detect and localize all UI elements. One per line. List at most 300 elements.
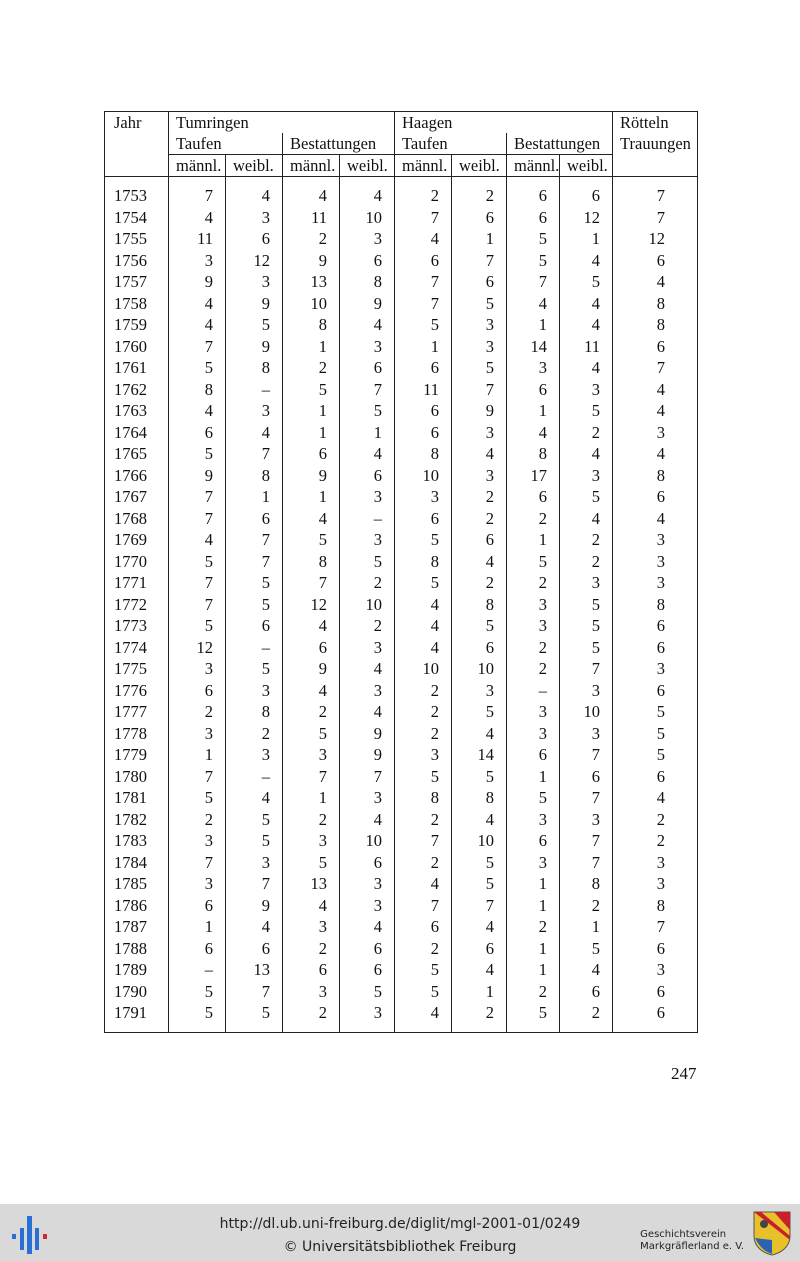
value-cell: 7 bbox=[395, 830, 452, 852]
value-cell: 5 bbox=[169, 551, 226, 573]
value-cell: 8 bbox=[395, 551, 452, 573]
value-cell: 5 bbox=[169, 1002, 226, 1024]
value-cell: 5 bbox=[169, 981, 226, 1003]
value-cell: 12 bbox=[169, 637, 226, 659]
value-cell: 6 bbox=[340, 959, 395, 981]
value-cell: 1 bbox=[507, 400, 560, 422]
value-cell: 3 bbox=[613, 422, 698, 444]
year-cell: 1770 bbox=[114, 551, 147, 571]
value-cell: 7 bbox=[395, 293, 452, 315]
value-cell: 11 bbox=[560, 336, 613, 358]
value-cell: 7 bbox=[169, 594, 226, 616]
year-cell: 1773 bbox=[114, 616, 147, 635]
value-cell: 4 bbox=[283, 185, 340, 207]
value-cell: 10 bbox=[452, 658, 507, 680]
value-cell: 3 bbox=[507, 701, 560, 723]
value-cell: 2 bbox=[283, 809, 340, 831]
value-cell: 6 bbox=[613, 938, 698, 960]
year-cell: 1781 bbox=[114, 788, 147, 807]
value-cell: 3 bbox=[452, 465, 507, 487]
value-cell: 3 bbox=[340, 680, 395, 702]
value-cell: 3 bbox=[507, 594, 560, 616]
value-cell: 9 bbox=[340, 744, 395, 766]
value-cell: 5 bbox=[452, 766, 507, 788]
value-cell: 7 bbox=[395, 271, 452, 293]
value-cell: 7 bbox=[169, 508, 226, 530]
value-cell: – bbox=[340, 508, 395, 530]
year-cell: 1757 bbox=[114, 272, 147, 291]
value-cell: 4 bbox=[340, 443, 395, 465]
value-cell: 7 bbox=[226, 443, 283, 465]
value-cell: 3 bbox=[507, 615, 560, 637]
value-cell: 3 bbox=[340, 1002, 395, 1024]
table-row bbox=[105, 852, 698, 874]
table-row bbox=[105, 594, 698, 616]
value-cell: 5 bbox=[560, 400, 613, 422]
value-cell: 4 bbox=[169, 314, 226, 336]
value-cell: 3 bbox=[613, 572, 698, 594]
value-cell: 3 bbox=[283, 981, 340, 1003]
value-cell: 6 bbox=[507, 185, 560, 207]
value-cell: 3 bbox=[283, 744, 340, 766]
table-row bbox=[105, 981, 698, 1003]
value-cell: 2 bbox=[340, 615, 395, 637]
value-cell: 3 bbox=[560, 680, 613, 702]
value-cell: 4 bbox=[169, 207, 226, 229]
value-cell: 4 bbox=[452, 916, 507, 938]
header-roetteln: Rötteln bbox=[613, 112, 698, 134]
value-cell: 10 bbox=[340, 207, 395, 229]
value-cell: 1 bbox=[395, 336, 452, 358]
header-tumringen-bestattungen-maennl: männl. bbox=[283, 155, 340, 177]
table-row bbox=[105, 400, 698, 422]
value-cell: 6 bbox=[613, 766, 698, 788]
year-cell: 1778 bbox=[114, 723, 147, 743]
value-cell: 3 bbox=[169, 830, 226, 852]
value-cell: 12 bbox=[560, 207, 613, 229]
value-cell: 7 bbox=[395, 895, 452, 917]
value-cell: 5 bbox=[452, 293, 507, 315]
value-cell: 5 bbox=[283, 852, 340, 874]
year-cell: 1787 bbox=[114, 917, 147, 936]
value-cell: 1 bbox=[283, 486, 340, 508]
value-cell: 7 bbox=[613, 916, 698, 938]
value-cell: 4 bbox=[507, 422, 560, 444]
table-row bbox=[105, 185, 698, 207]
value-cell: 5 bbox=[226, 572, 283, 594]
value-cell: 10 bbox=[340, 830, 395, 852]
value-cell: 9 bbox=[452, 400, 507, 422]
table-row bbox=[105, 228, 698, 250]
value-cell: 2 bbox=[507, 916, 560, 938]
value-cell: 5 bbox=[613, 723, 698, 745]
value-cell: 3 bbox=[507, 809, 560, 831]
header-haagen-bestattungen-maennl: männl. bbox=[507, 155, 560, 177]
value-cell: 7 bbox=[395, 207, 452, 229]
value-cell: 11 bbox=[169, 228, 226, 250]
value-cell: 5 bbox=[169, 615, 226, 637]
header-tumringen: Tumringen bbox=[169, 112, 395, 134]
verein-name-line-1: Geschichtsverein bbox=[640, 1229, 727, 1240]
footer-copyright: © Universitätsbibliothek Freiburg bbox=[283, 1239, 517, 1255]
value-cell: 7 bbox=[613, 185, 698, 207]
value-cell: 10 bbox=[395, 465, 452, 487]
value-cell: 9 bbox=[340, 293, 395, 315]
value-cell: 9 bbox=[283, 465, 340, 487]
value-cell: 4 bbox=[560, 314, 613, 336]
value-cell: – bbox=[169, 959, 226, 981]
value-cell: 7 bbox=[613, 207, 698, 229]
value-cell: 6 bbox=[340, 465, 395, 487]
value-cell: 8 bbox=[613, 594, 698, 616]
value-cell: 5 bbox=[560, 594, 613, 616]
value-cell: 3 bbox=[560, 723, 613, 745]
value-cell: 9 bbox=[226, 336, 283, 358]
value-cell: 2 bbox=[507, 658, 560, 680]
year-cell: 1761 bbox=[114, 358, 147, 377]
value-cell: 7 bbox=[169, 852, 226, 874]
table-row bbox=[105, 443, 698, 465]
value-cell: 3 bbox=[452, 336, 507, 358]
value-cell: 4 bbox=[226, 185, 283, 207]
value-cell: 4 bbox=[560, 443, 613, 465]
year-cell: 1782 bbox=[114, 809, 147, 829]
value-cell: 8 bbox=[283, 551, 340, 573]
value-cell: 13 bbox=[283, 873, 340, 895]
value-cell: 2 bbox=[283, 1002, 340, 1024]
value-cell: 4 bbox=[340, 701, 395, 723]
value-cell: 6 bbox=[452, 637, 507, 659]
value-cell: 8 bbox=[226, 357, 283, 379]
value-cell: 2 bbox=[507, 981, 560, 1003]
value-cell: 4 bbox=[613, 508, 698, 530]
value-cell: 2 bbox=[613, 830, 698, 852]
value-cell: 6 bbox=[340, 852, 395, 874]
value-cell: 4 bbox=[452, 959, 507, 981]
value-cell: 4 bbox=[395, 228, 452, 250]
value-cell: 5 bbox=[613, 744, 698, 766]
value-cell: 2 bbox=[560, 1002, 613, 1024]
value-cell: 6 bbox=[283, 959, 340, 981]
value-cell: 5 bbox=[340, 981, 395, 1003]
value-cell: 8 bbox=[226, 465, 283, 487]
value-cell: 5 bbox=[452, 615, 507, 637]
value-cell: 6 bbox=[560, 981, 613, 1003]
value-cell: 1 bbox=[507, 959, 560, 981]
value-cell: 4 bbox=[560, 357, 613, 379]
value-cell: 5 bbox=[560, 271, 613, 293]
value-cell: 1 bbox=[169, 744, 226, 766]
footer-url-link[interactable]: http://dl.ub.uni-freiburg.de/diglit/mgl-2001-01/0249 bbox=[219, 1216, 581, 1232]
value-cell: 3 bbox=[283, 916, 340, 938]
table-row bbox=[105, 293, 698, 315]
value-cell: 12 bbox=[226, 250, 283, 272]
value-cell: 3 bbox=[613, 551, 698, 573]
value-cell: 8 bbox=[560, 873, 613, 895]
value-cell: 5 bbox=[226, 314, 283, 336]
value-cell: 3 bbox=[507, 852, 560, 874]
value-cell: 7 bbox=[452, 379, 507, 401]
value-cell: 7 bbox=[169, 766, 226, 788]
value-cell: 4 bbox=[395, 615, 452, 637]
value-cell: 3 bbox=[507, 723, 560, 745]
value-cell: 6 bbox=[507, 207, 560, 229]
value-cell: 4 bbox=[452, 723, 507, 745]
value-cell: 4 bbox=[169, 293, 226, 315]
value-cell: 6 bbox=[613, 250, 698, 272]
value-cell: 2 bbox=[395, 680, 452, 702]
table-row bbox=[105, 615, 698, 637]
table-row bbox=[105, 873, 698, 895]
value-cell: 4 bbox=[452, 551, 507, 573]
value-cell: 5 bbox=[226, 594, 283, 616]
value-cell: 6 bbox=[613, 615, 698, 637]
value-cell: 1 bbox=[452, 228, 507, 250]
value-cell: 1 bbox=[283, 400, 340, 422]
table-row bbox=[105, 959, 698, 981]
year-cell: 1758 bbox=[114, 293, 147, 313]
value-cell: 4 bbox=[226, 787, 283, 809]
value-cell: 5 bbox=[507, 228, 560, 250]
value-cell: 2 bbox=[452, 572, 507, 594]
table-row bbox=[105, 207, 698, 229]
value-cell: 4 bbox=[169, 529, 226, 551]
value-cell: 3 bbox=[169, 250, 226, 272]
value-cell: 10 bbox=[560, 701, 613, 723]
value-cell: 5 bbox=[395, 529, 452, 551]
value-cell: 4 bbox=[613, 271, 698, 293]
value-cell: 2 bbox=[340, 572, 395, 594]
value-cell: 5 bbox=[452, 701, 507, 723]
year-cell: 1789 bbox=[114, 960, 147, 979]
value-cell: 6 bbox=[340, 357, 395, 379]
value-cell: 6 bbox=[395, 422, 452, 444]
value-cell: 6 bbox=[613, 680, 698, 702]
value-cell: 1 bbox=[507, 314, 560, 336]
value-cell: 1 bbox=[283, 422, 340, 444]
value-cell: 7 bbox=[560, 830, 613, 852]
value-cell: 7 bbox=[226, 981, 283, 1003]
value-cell: 7 bbox=[452, 250, 507, 272]
table-row bbox=[105, 486, 698, 508]
value-cell: 6 bbox=[452, 938, 507, 960]
value-cell: 2 bbox=[395, 701, 452, 723]
value-cell: 8 bbox=[283, 314, 340, 336]
value-cell: 3 bbox=[613, 852, 698, 874]
value-cell: 7 bbox=[560, 658, 613, 680]
value-cell: 2 bbox=[560, 422, 613, 444]
value-cell: 2 bbox=[283, 938, 340, 960]
value-cell: 4 bbox=[340, 916, 395, 938]
value-cell: 2 bbox=[560, 529, 613, 551]
value-cell: 2 bbox=[169, 809, 226, 831]
year-cell: 1774 bbox=[114, 637, 147, 657]
year-cell: 1765 bbox=[114, 444, 147, 463]
value-cell: 7 bbox=[613, 357, 698, 379]
year-cell: 1766 bbox=[114, 465, 147, 485]
value-cell: 6 bbox=[226, 615, 283, 637]
value-cell: 5 bbox=[395, 981, 452, 1003]
value-cell: 5 bbox=[283, 379, 340, 401]
value-cell: 4 bbox=[395, 873, 452, 895]
header-tumringen-taufen-weibl: weibl. bbox=[226, 155, 283, 177]
value-cell: 4 bbox=[283, 895, 340, 917]
value-cell: 1 bbox=[507, 938, 560, 960]
value-cell: 3 bbox=[613, 959, 698, 981]
value-cell: 6 bbox=[226, 938, 283, 960]
value-cell: 3 bbox=[169, 658, 226, 680]
value-cell: 7 bbox=[507, 271, 560, 293]
footer-bar bbox=[0, 1204, 800, 1261]
value-cell: 9 bbox=[340, 723, 395, 745]
value-cell: 6 bbox=[283, 443, 340, 465]
value-cell: 7 bbox=[283, 572, 340, 594]
value-cell: 5 bbox=[226, 830, 283, 852]
table-row bbox=[105, 809, 698, 831]
table-row bbox=[105, 379, 698, 401]
year-cell: 1785 bbox=[114, 874, 147, 893]
table-row bbox=[105, 637, 698, 659]
value-cell: 4 bbox=[340, 658, 395, 680]
value-cell: 2 bbox=[452, 508, 507, 530]
value-cell: 5 bbox=[395, 314, 452, 336]
value-cell: 3 bbox=[613, 529, 698, 551]
table-row bbox=[105, 551, 698, 573]
value-cell: 3 bbox=[226, 271, 283, 293]
value-cell: 4 bbox=[560, 959, 613, 981]
table-row bbox=[105, 723, 698, 745]
value-cell: 5 bbox=[395, 766, 452, 788]
table-row bbox=[105, 938, 698, 960]
value-cell: 8 bbox=[613, 314, 698, 336]
value-cell: 8 bbox=[613, 293, 698, 315]
value-cell: 6 bbox=[395, 250, 452, 272]
value-cell: 6 bbox=[226, 508, 283, 530]
value-cell: 4 bbox=[283, 615, 340, 637]
value-cell: 4 bbox=[452, 809, 507, 831]
year-cell: 1791 bbox=[114, 1003, 147, 1022]
value-cell: 6 bbox=[395, 357, 452, 379]
value-cell: 10 bbox=[452, 830, 507, 852]
value-cell: 5 bbox=[340, 551, 395, 573]
value-cell: 2 bbox=[283, 228, 340, 250]
value-cell: 6 bbox=[560, 185, 613, 207]
value-cell: 4 bbox=[613, 400, 698, 422]
value-cell: 4 bbox=[613, 379, 698, 401]
value-cell: 8 bbox=[169, 379, 226, 401]
table-body bbox=[105, 185, 698, 1024]
header-haagen-taufen: Taufen bbox=[395, 133, 507, 155]
value-cell: 6 bbox=[613, 1002, 698, 1024]
value-cell: 5 bbox=[395, 572, 452, 594]
value-cell: 8 bbox=[226, 701, 283, 723]
value-cell: 7 bbox=[560, 787, 613, 809]
value-cell: 6 bbox=[169, 422, 226, 444]
year-cell: 1768 bbox=[114, 508, 147, 528]
header-trauungen: Trauungen bbox=[613, 133, 698, 155]
value-cell: 4 bbox=[226, 422, 283, 444]
table-row bbox=[105, 680, 698, 702]
value-cell: 5 bbox=[507, 1002, 560, 1024]
value-cell: 4 bbox=[395, 1002, 452, 1024]
value-cell: 3 bbox=[340, 637, 395, 659]
value-cell: 5 bbox=[452, 873, 507, 895]
value-cell: 8 bbox=[613, 465, 698, 487]
table-row bbox=[105, 658, 698, 680]
value-cell: 3 bbox=[395, 486, 452, 508]
value-cell: 5 bbox=[560, 938, 613, 960]
value-cell: 4 bbox=[613, 443, 698, 465]
value-cell: 1 bbox=[283, 336, 340, 358]
value-cell: 12 bbox=[283, 594, 340, 616]
year-cell: 1772 bbox=[114, 594, 147, 614]
value-cell: 6 bbox=[560, 766, 613, 788]
value-cell: 3 bbox=[340, 486, 395, 508]
value-cell: 6 bbox=[613, 981, 698, 1003]
value-cell: 6 bbox=[613, 336, 698, 358]
value-cell: 3 bbox=[226, 852, 283, 874]
value-cell: 6 bbox=[226, 228, 283, 250]
value-cell: 7 bbox=[169, 336, 226, 358]
value-cell: 4 bbox=[169, 400, 226, 422]
value-cell: 7 bbox=[340, 766, 395, 788]
verein-name-line-2: Markgräflerland e. V. bbox=[640, 1241, 744, 1252]
value-cell: 1 bbox=[507, 766, 560, 788]
value-cell: 7 bbox=[560, 852, 613, 874]
value-cell: 1 bbox=[169, 916, 226, 938]
value-cell: 6 bbox=[169, 895, 226, 917]
value-cell: 3 bbox=[226, 744, 283, 766]
value-cell: 3 bbox=[340, 529, 395, 551]
table-row bbox=[105, 465, 698, 487]
value-cell: 4 bbox=[226, 916, 283, 938]
table-row bbox=[105, 271, 698, 293]
table-row bbox=[105, 1002, 698, 1024]
value-cell: 2 bbox=[395, 185, 452, 207]
value-cell: 3 bbox=[507, 357, 560, 379]
header-haagen-bestattungen-weibl: weibl. bbox=[560, 155, 613, 177]
table-row bbox=[105, 314, 698, 336]
table-row bbox=[105, 336, 698, 358]
year-cell: 1784 bbox=[114, 852, 147, 872]
value-cell: 8 bbox=[395, 787, 452, 809]
value-cell: 5 bbox=[507, 551, 560, 573]
value-cell: 6 bbox=[452, 207, 507, 229]
value-cell: 3 bbox=[340, 873, 395, 895]
value-cell: 3 bbox=[613, 873, 698, 895]
year-cell: 1779 bbox=[114, 745, 147, 764]
value-cell: 6 bbox=[169, 680, 226, 702]
year-cell: 1756 bbox=[114, 250, 147, 270]
value-cell: 2 bbox=[507, 637, 560, 659]
value-cell: 3 bbox=[340, 228, 395, 250]
value-cell: 2 bbox=[452, 1002, 507, 1024]
value-cell: 8 bbox=[452, 594, 507, 616]
year-cell: 1775 bbox=[114, 659, 147, 678]
header-tumringen-bestattungen: Bestattungen bbox=[283, 133, 395, 155]
header-haagen: Haagen bbox=[395, 112, 613, 134]
year-cell: 1786 bbox=[114, 895, 147, 915]
value-cell: 5 bbox=[452, 357, 507, 379]
value-cell: 3 bbox=[283, 830, 340, 852]
table-row bbox=[105, 529, 698, 551]
value-cell: 6 bbox=[395, 916, 452, 938]
value-cell: 7 bbox=[226, 873, 283, 895]
value-cell: 3 bbox=[226, 680, 283, 702]
value-cell: 3 bbox=[613, 658, 698, 680]
value-cell: 2 bbox=[395, 723, 452, 745]
value-cell: 1 bbox=[507, 529, 560, 551]
